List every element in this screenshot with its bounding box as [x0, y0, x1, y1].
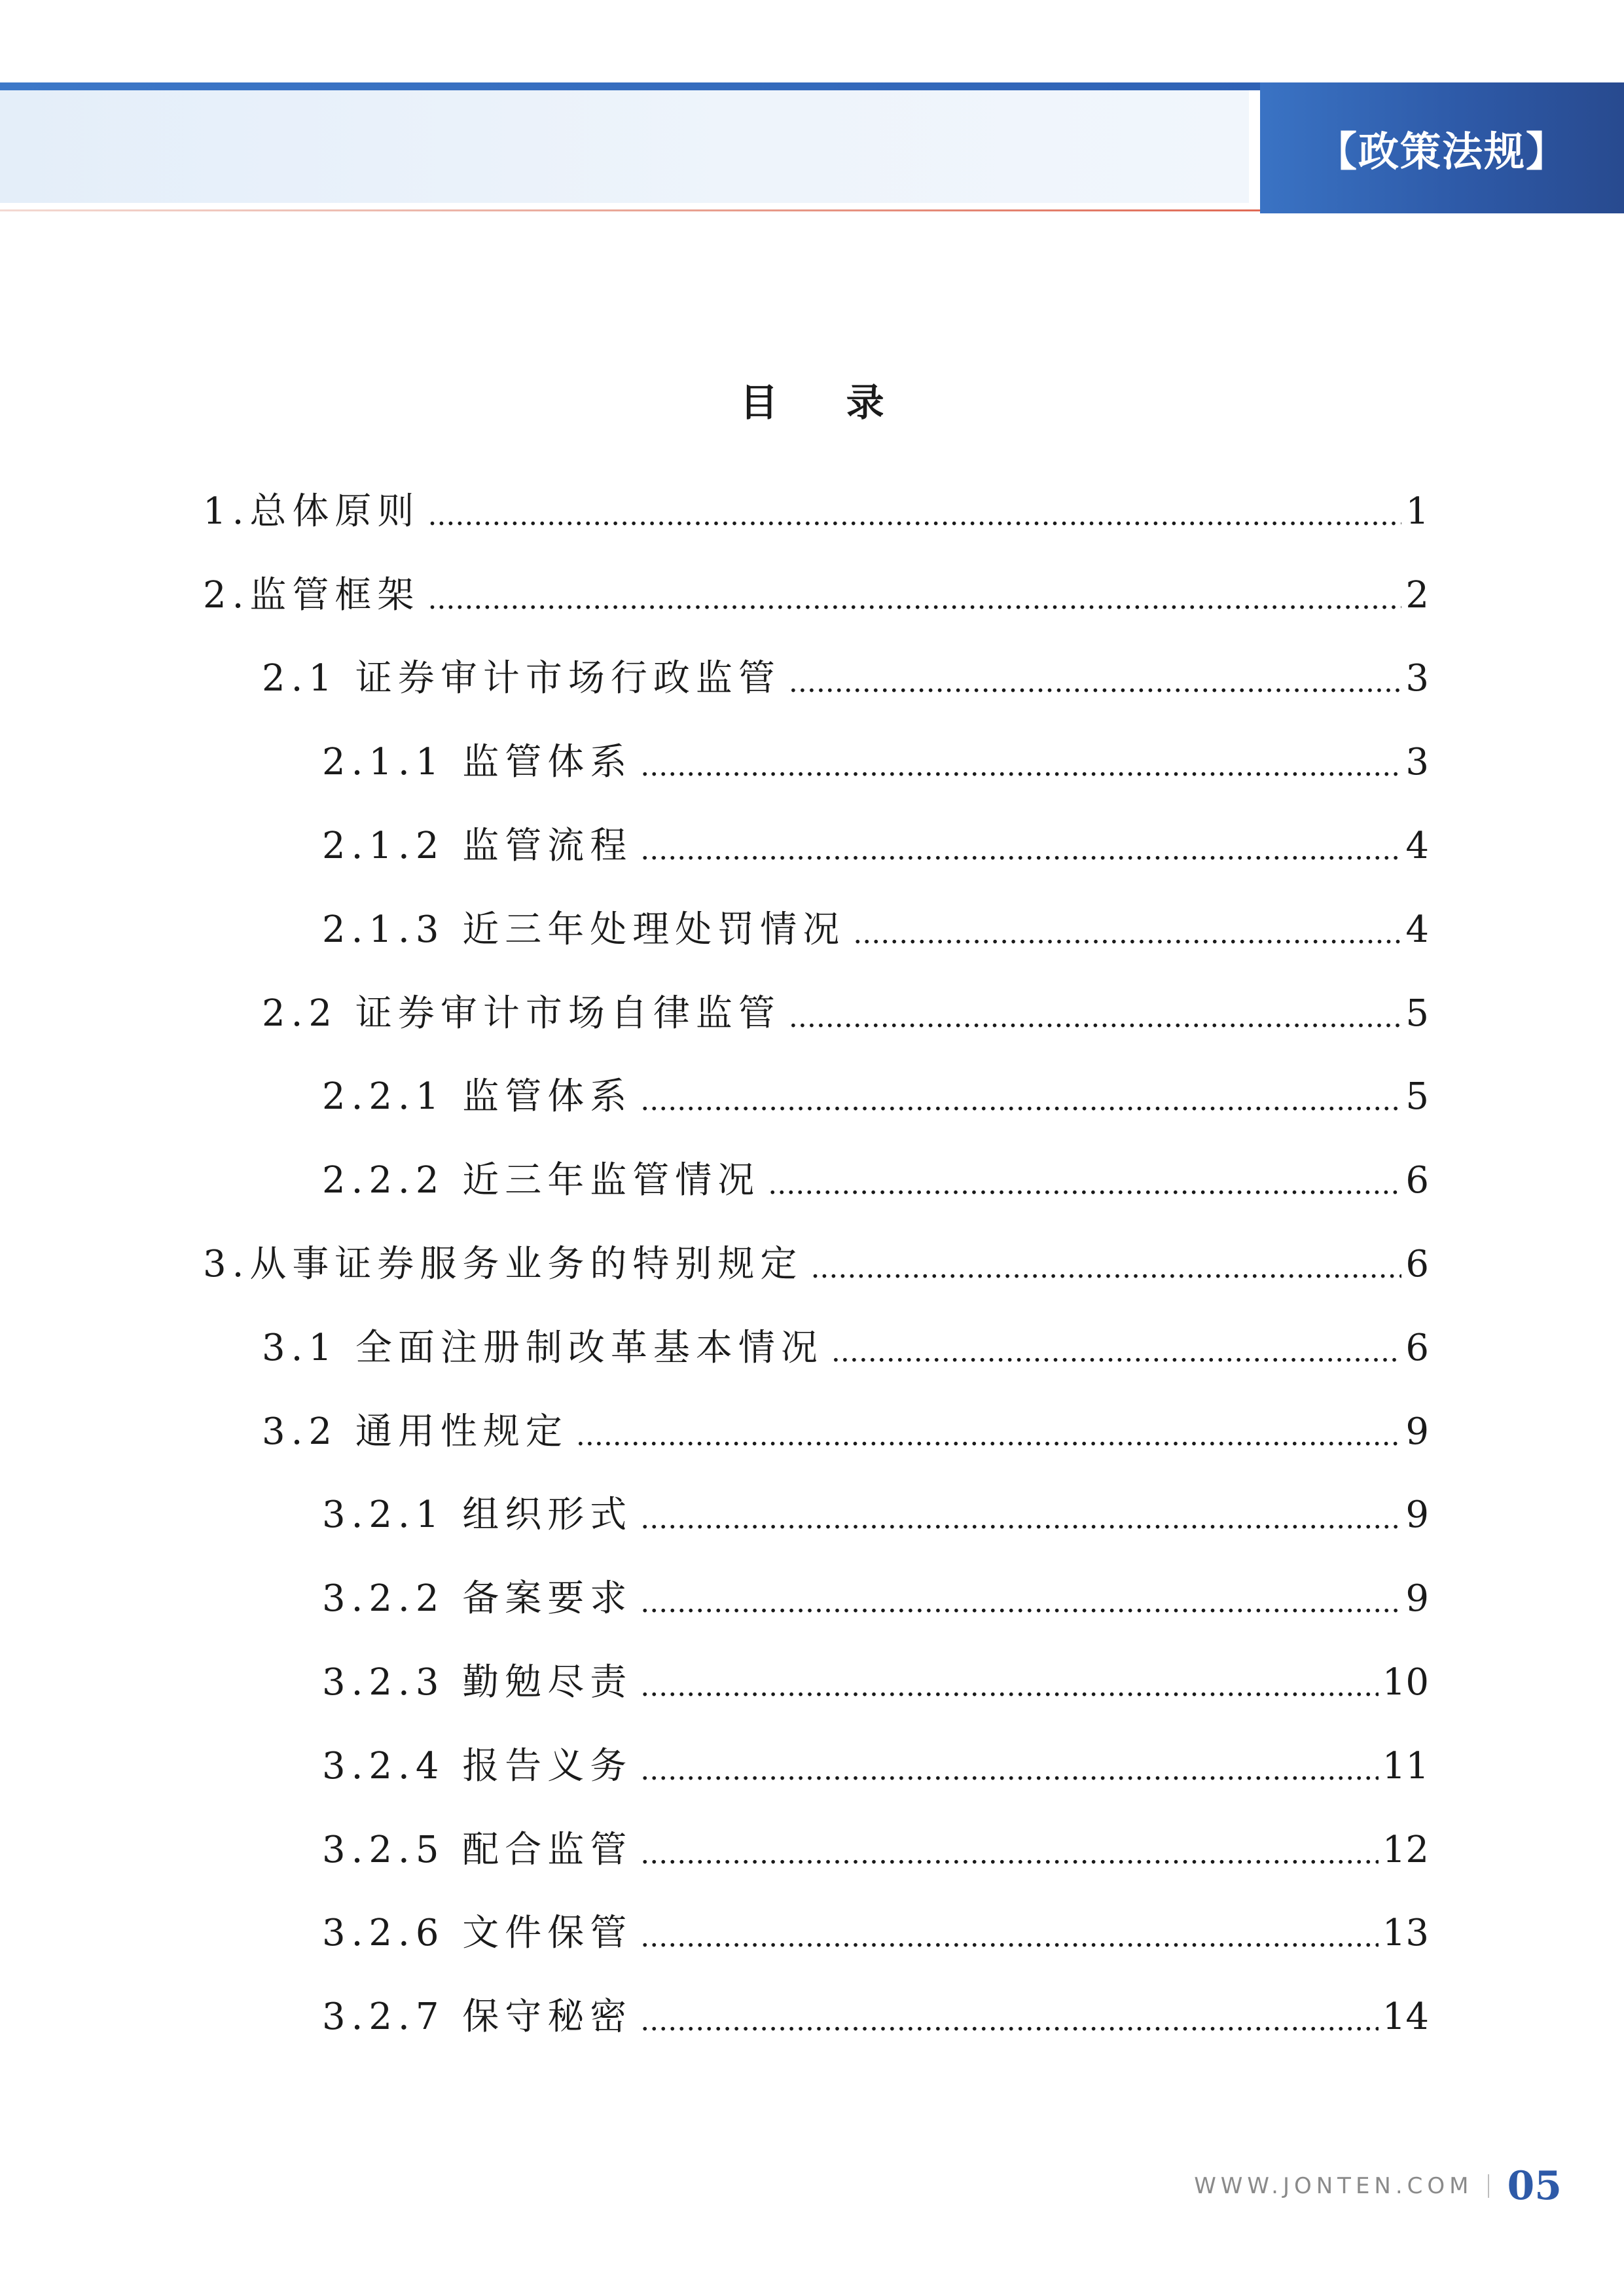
toc-title: 目 录 — [740, 380, 912, 425]
toc-dot-leader — [640, 1660, 1378, 1713]
toc-dot-leader — [576, 1410, 1402, 1462]
page-number: 05 — [1507, 2163, 1562, 2209]
toc-entry[interactable] — [0, 1474, 1624, 1558]
toc-dot-leader — [640, 1075, 1401, 1127]
toc-entry-label: 1.总体原则 — [203, 490, 420, 533]
toc-dot-leader — [831, 1326, 1402, 1378]
toc-entry-label: 2.1.3 近三年处理处罚情况 — [322, 908, 846, 951]
header-panel — [0, 90, 1249, 203]
toc-dot-leader — [640, 1995, 1378, 2047]
toc-entry[interactable] — [0, 1725, 1624, 1808]
toc-entry[interactable] — [0, 804, 1624, 888]
toc-entry-label: 3.1 全面注册制改革基本情况 — [262, 1326, 823, 1369]
toc-entry-page: 10 — [1382, 1661, 1429, 1704]
toc-dot-leader — [427, 573, 1401, 626]
toc-entry-page: 5 — [1405, 992, 1429, 1035]
page-footer — [1194, 2160, 1562, 2212]
toc-entry[interactable] — [0, 1808, 1624, 1892]
footer-website: WWW.JONTEN.COM — [1194, 2173, 1473, 2199]
toc-dot-leader — [640, 740, 1401, 793]
toc-entry-page: 9 — [1405, 1577, 1429, 1621]
header-accent-rule — [0, 209, 1260, 211]
toc-entry[interactable] — [0, 1306, 1624, 1390]
toc-entry-label: 2.1.1 监管体系 — [322, 741, 633, 784]
toc-entry-page: 6 — [1405, 1326, 1429, 1369]
toc-entry-page: 1 — [1405, 490, 1429, 533]
toc-dot-leader — [768, 1158, 1401, 1211]
toc-dot-leader — [640, 824, 1401, 876]
section-tag — [1260, 82, 1624, 213]
toc-entry-page: 3 — [1405, 657, 1429, 700]
toc-entry-label: 2.1 证券审计市场行政监管 — [262, 657, 781, 700]
toc-entry-label: 3.2.2 备案要求 — [322, 1577, 633, 1621]
toc-entry-page: 4 — [1405, 825, 1429, 868]
toc-entry-label: 2.1.2 监管流程 — [322, 825, 633, 868]
toc-entry-page: 5 — [1405, 1075, 1429, 1119]
toc-entry[interactable] — [0, 1056, 1624, 1139]
toc-entry-label: 2.2.2 近三年监管情况 — [322, 1159, 761, 1202]
section-tag-label: 【政策法规】 — [1316, 127, 1568, 175]
toc-entry-label: 3.2.5 配合监管 — [322, 1828, 633, 1871]
toc-entry-page: 9 — [1405, 1494, 1429, 1537]
toc-entry-page: 3 — [1405, 741, 1429, 784]
toc-entry-label: 2.2.1 监管体系 — [322, 1075, 633, 1119]
toc-entry[interactable] — [0, 1975, 1624, 2059]
toc-dot-leader — [640, 1828, 1378, 1880]
page-header — [0, 82, 1624, 213]
toc-entry-page: 13 — [1382, 1912, 1429, 1955]
toc-entry[interactable] — [0, 1390, 1624, 1474]
toc-entry[interactable] — [0, 721, 1624, 804]
toc-entry[interactable] — [0, 1139, 1624, 1223]
toc-dot-leader — [640, 1577, 1401, 1629]
toc-dot-leader — [640, 1493, 1401, 1545]
toc-dot-leader — [853, 908, 1401, 960]
toc-entry[interactable] — [0, 1641, 1624, 1725]
toc-entry-page: 6 — [1405, 1243, 1429, 1286]
toc-entry-page: 14 — [1382, 1996, 1429, 2039]
toc-entry-label: 3.2.1 组织形式 — [322, 1494, 633, 1537]
toc-entry-page: 9 — [1405, 1410, 1429, 1453]
toc-list — [0, 470, 1624, 2059]
toc-entry[interactable] — [0, 637, 1624, 721]
toc-entry-label: 3.2.4 报告义务 — [322, 1744, 633, 1787]
toc-entry-page: 4 — [1405, 908, 1429, 951]
toc-entry-label: 3.从事证券服务业务的特别规定 — [203, 1243, 803, 1286]
footer-divider — [1488, 2174, 1489, 2198]
toc-dot-leader — [640, 1744, 1378, 1797]
toc-entry-page: 6 — [1405, 1159, 1429, 1202]
toc-entry[interactable] — [0, 888, 1624, 972]
toc-dot-leader — [789, 656, 1402, 709]
toc-entry[interactable] — [0, 1223, 1624, 1306]
toc-entry[interactable] — [0, 972, 1624, 1056]
toc-entry-label: 3.2 通用性规定 — [262, 1410, 568, 1453]
toc-entry[interactable] — [0, 470, 1624, 554]
toc-entry[interactable] — [0, 1557, 1624, 1641]
toc-dot-leader — [810, 1242, 1401, 1295]
toc-dot-leader — [789, 992, 1402, 1044]
toc-entry-label: 3.2.7 保守秘密 — [322, 1996, 633, 2039]
header-top-rule — [0, 82, 1260, 90]
toc-entry[interactable] — [0, 554, 1624, 637]
toc-entry-page: 12 — [1382, 1828, 1429, 1871]
toc-entry-label: 2.监管框架 — [203, 573, 420, 617]
toc-entry-label: 3.2.6 文件保管 — [322, 1912, 633, 1955]
toc-entry-page: 2 — [1405, 573, 1429, 617]
toc-entry[interactable] — [0, 1892, 1624, 1976]
toc-entry-label: 3.2.3 勤勉尽责 — [322, 1661, 633, 1704]
toc-entry-label: 2.2 证券审计市场自律监管 — [262, 992, 781, 1035]
toc-dot-leader — [640, 1911, 1378, 1964]
toc-dot-leader — [427, 490, 1401, 542]
toc-entry-page: 11 — [1382, 1744, 1429, 1787]
